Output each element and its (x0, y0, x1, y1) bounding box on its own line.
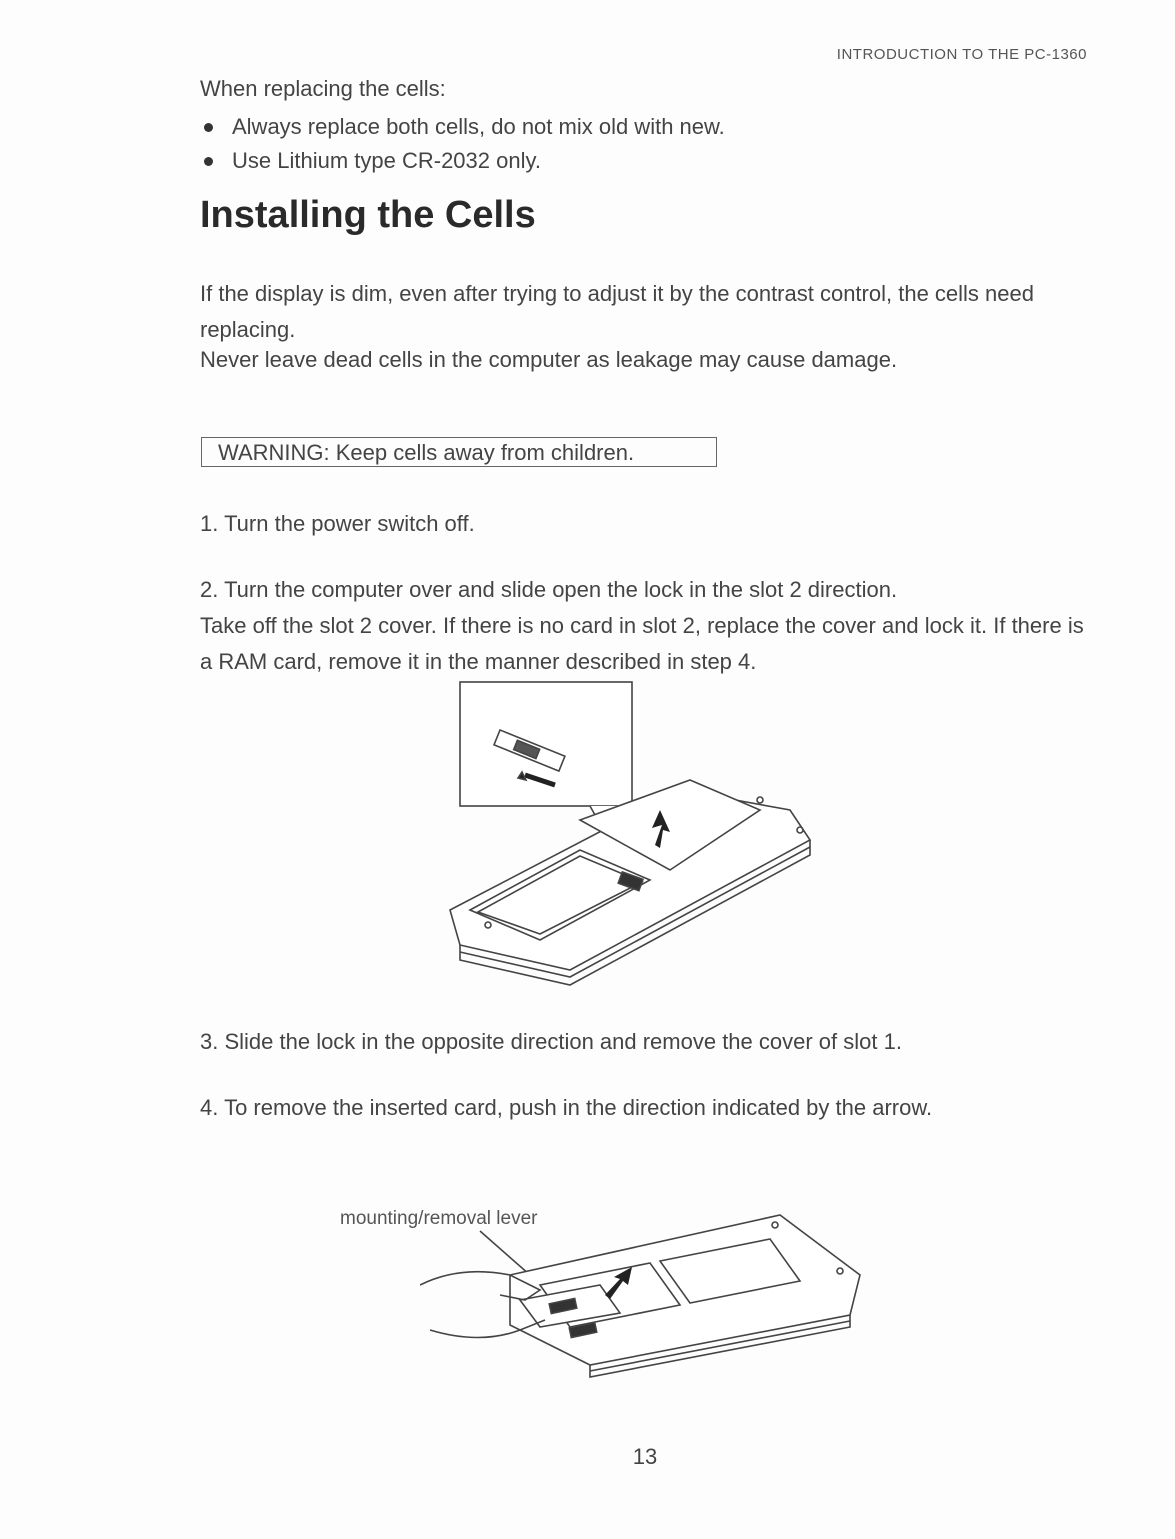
running-header: INTRODUCTION TO THE PC-1360 (836, 46, 1087, 63)
figure-card-removal-illustration (420, 1205, 880, 1385)
intro-lead: When replacing the cells: (200, 76, 446, 101)
step-1: 1. Turn the power switch off. (200, 511, 475, 536)
warning-box: WARNING: Keep cells away from children. (201, 437, 717, 467)
step-2-line-1: 2. Turn the computer over and slide open the lock in the slot 2 direction. (200, 577, 898, 602)
step-3: 3. Slide the lock in the opposite direction and remove the cover of slot 1. (200, 1029, 902, 1054)
step-4: 4. To remove the inserted card, push in the direction indicated by the arrow. (200, 1095, 933, 1120)
step-2-line-2: Take off the slot 2 cover. If there is no card in slot 2, replace the cover and lock it. If there is a RAM card, remove it in the manner described in step 4. (200, 613, 1084, 674)
page-number: 13 (632, 1444, 658, 1469)
precaution-list (200, 110, 725, 178)
section-title: Installing the Cells (200, 194, 536, 236)
list-item: Use Lithium type CR-2032 only. (200, 144, 725, 178)
section-paragraph-2: Never leave dead cells in the computer as leakage may cause damage. (200, 347, 898, 372)
section-paragraph-1: If the display is dim, even after trying to adjust it by the contrast control, the cells need replacing. (200, 281, 1034, 342)
list-item: Always replace both cells, do not mix old with new. (200, 110, 725, 144)
figure-slot-cover-illustration (430, 670, 830, 990)
figure-callout-label: mounting/removal lever (340, 1208, 538, 1229)
